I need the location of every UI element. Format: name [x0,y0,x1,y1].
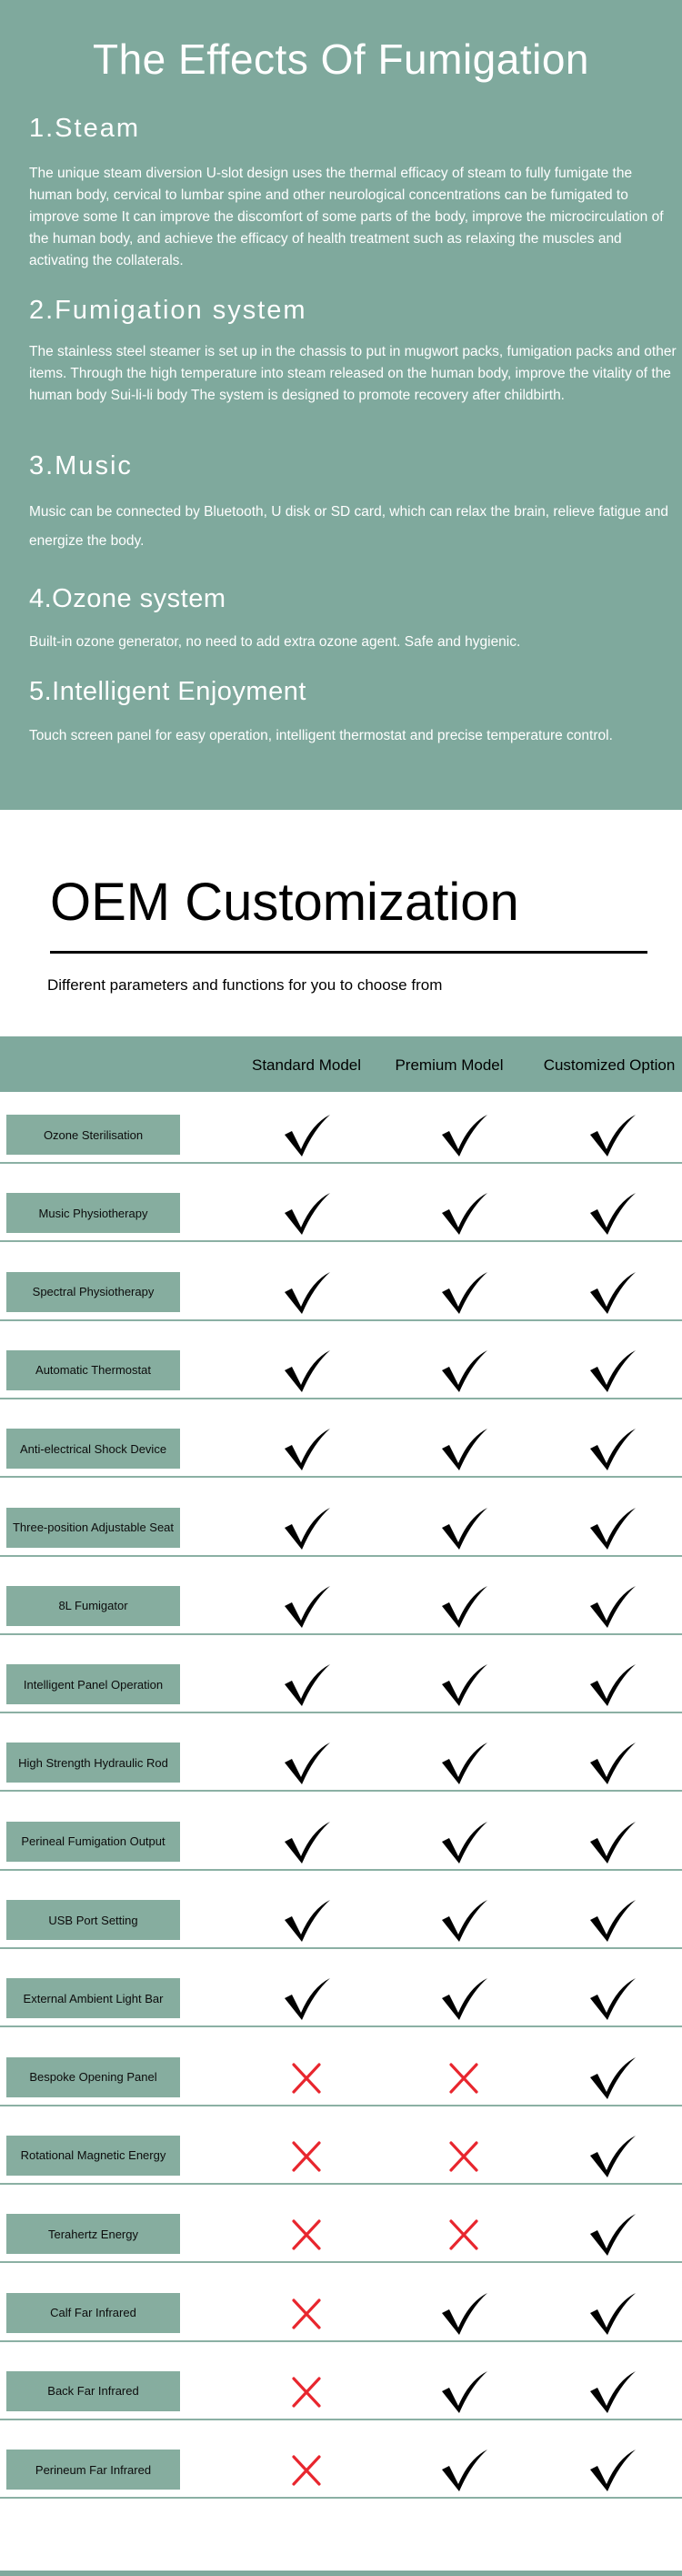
feature-label: Bespoke Opening Panel [6,2057,180,2097]
row-divider [0,1555,682,1557]
row-divider [0,1240,682,1242]
cross-icon [279,2054,334,2103]
effect-heading-ozone: 4.Ozone system [29,584,226,613]
effect-body-intelligent: Touch screen panel for easy operation, intelligent thermostat and precise temperature control. [29,728,613,743]
checkmark-icon [279,1425,334,1474]
checkmark-icon [585,1111,639,1160]
effect-body-ozone: Built-in ozone generator, no need to add extra ozone agent. Safe and hygienic. [29,634,521,650]
checkmark-icon [585,1504,639,1553]
effect-body-fumigation-system: The stainless steel steamer is set up in the chassis to put in mugwort packs, fumigation packs and other items. Through the high temperature into steam released on the human body, improve the vitality of the human body Sui-li-li body The system is designed to promote recovery after childbirth. [29,344,677,403]
row-divider [0,1162,682,1164]
comparison-table-header [0,1036,682,1092]
row-divider [0,1476,682,1478]
row-divider [0,2497,682,2499]
checkmark-icon [585,1896,639,1945]
checkmark-icon [585,1347,639,1396]
oem-title-divider [50,951,647,954]
table-row [0,1418,682,1481]
column-header-premium: Premium Model [395,1056,504,1074]
cross-icon [279,2210,334,2259]
checkmark-icon [436,1504,491,1553]
checkmark-icon [585,1582,639,1631]
feature-label: Music Physiotherapy [6,1193,180,1233]
checkmark-icon [436,1268,491,1318]
checkmark-icon [436,1582,491,1631]
row-divider [0,1947,682,1949]
checkmark-icon [436,1347,491,1396]
cross-icon [436,2132,491,2181]
table-row [0,2046,682,2110]
column-header-customized: Customized Option [543,1056,676,1074]
cross-icon [436,2210,491,2259]
feature-label: Intelligent Panel Operation [6,1664,180,1704]
table-row [0,1811,682,1874]
table-row [0,1104,682,1167]
checkmark-icon [585,2210,639,2259]
table-row [0,1497,682,1561]
checkmark-icon [585,1189,639,1238]
feature-label: Spectral Physiotherapy [6,1272,180,1312]
cross-icon [436,2054,491,2103]
checkmark-icon [585,2054,639,2103]
table-row [0,1182,682,1246]
table-row [0,2282,682,2346]
cross-icon [279,2446,334,2495]
table-row [0,1732,682,1795]
checkmark-icon [279,1739,334,1788]
feature-label: USB Port Setting [6,1900,180,1940]
table-row [0,2203,682,2267]
checkmark-icon [436,1739,491,1788]
checkmark-icon [436,2368,491,2417]
cross-icon [279,2289,334,2339]
checkmark-icon [585,1818,639,1867]
checkmark-icon [585,2132,639,2181]
effects-title: The Effects Of Fumigation [93,35,589,83]
feature-label: Rotational Magnetic Energy [6,2136,180,2176]
row-divider [0,1319,682,1321]
table-row [0,1889,682,1953]
checkmark-icon [436,1818,491,1867]
effect-heading-music: 3.Music [29,451,133,480]
checkmark-icon [436,1661,491,1710]
table-row [0,2125,682,2188]
feature-label: Terahertz Energy [6,2214,180,2254]
effect-body-music: Music can be connected by Bluetooth, U disk or SD card, which can relax the brain, relieve fatigue and energize the body. [29,504,669,549]
feature-label: Perineum Far Infrared [6,2450,180,2490]
checkmark-icon [279,1268,334,1318]
checkmark-icon [585,1661,639,1710]
feature-label: Calf Far Infrared [6,2293,180,2333]
effects-section [0,0,682,810]
row-divider [0,2340,682,2342]
oem-title: OEM Customization [50,873,519,932]
checkmark-icon [585,2368,639,2417]
checkmark-icon [585,2289,639,2339]
column-header-standard: Standard Model [251,1056,362,1074]
row-divider [0,1398,682,1399]
checkmark-icon [436,1111,491,1160]
checkmark-icon [279,1975,334,2024]
row-divider [0,2105,682,2106]
checkmark-icon [279,1111,334,1160]
checkmark-icon [585,1739,639,1788]
feature-label: Automatic Thermostat [6,1350,180,1390]
checkmark-icon [436,1425,491,1474]
effect-heading-intelligent: 5.Intelligent Enjoyment [29,677,306,706]
feature-label: Perineal Fumigation Output [6,1822,180,1862]
checkmark-icon [279,1347,334,1396]
checkmark-icon [436,2289,491,2339]
checkmark-icon [436,1975,491,2024]
feature-label: High Strength Hydraulic Rod [6,1743,180,1783]
row-divider [0,1633,682,1635]
row-divider [0,2419,682,2420]
row-divider [0,2261,682,2263]
footer-bar [0,2571,682,2576]
table-row [0,1967,682,2031]
checkmark-icon [279,1582,334,1631]
feature-label: Ozone Sterilisation [6,1115,180,1155]
row-divider [0,1790,682,1792]
row-divider [0,1712,682,1713]
checkmark-icon [279,1504,334,1553]
checkmark-icon [585,1975,639,2024]
feature-label: 8L Fumigator [6,1586,180,1626]
checkmark-icon [279,1896,334,1945]
oem-subtitle: Different parameters and functions for you to choose from [47,976,443,994]
cross-icon [279,2132,334,2181]
checkmark-icon [436,1189,491,1238]
checkmark-icon [279,1661,334,1710]
cross-icon [279,2368,334,2417]
row-divider [0,1869,682,1871]
effect-body-steam: The unique steam diversion U-slot design uses the thermal efficacy of steam to fully fumigate the human body, cervical to lumbar spine and other neurological concentrations can be fumigated to improve some It can improve the discomfort of some parts of the body, improve the microcirculation of the human body, and achieve the efficacy of health treatment such as relaxing the muscles and activating the collaterals. [29,166,664,268]
table-row [0,2439,682,2502]
checkmark-icon [279,1189,334,1238]
table-row [0,1261,682,1325]
effect-heading-steam: 1.Steam [29,114,140,143]
checkmark-icon [585,1425,639,1474]
table-row [0,1653,682,1717]
checkmark-icon [436,2446,491,2495]
feature-label: Three-position Adjustable Seat [6,1508,180,1548]
table-row [0,1339,682,1403]
row-divider [0,2183,682,2185]
checkmark-icon [436,1896,491,1945]
table-row [0,1575,682,1639]
feature-label: Back Far Infrared [6,2371,180,2411]
feature-label: Anti-electrical Shock Device [6,1429,180,1469]
row-divider [0,2025,682,2027]
effect-heading-fumigation-system: 2.Fumigation system [29,296,307,325]
table-row [0,2360,682,2424]
checkmark-icon [585,1268,639,1318]
checkmark-icon [279,1818,334,1867]
feature-label: External Ambient Light Bar [6,1978,180,2018]
checkmark-icon [585,2446,639,2495]
